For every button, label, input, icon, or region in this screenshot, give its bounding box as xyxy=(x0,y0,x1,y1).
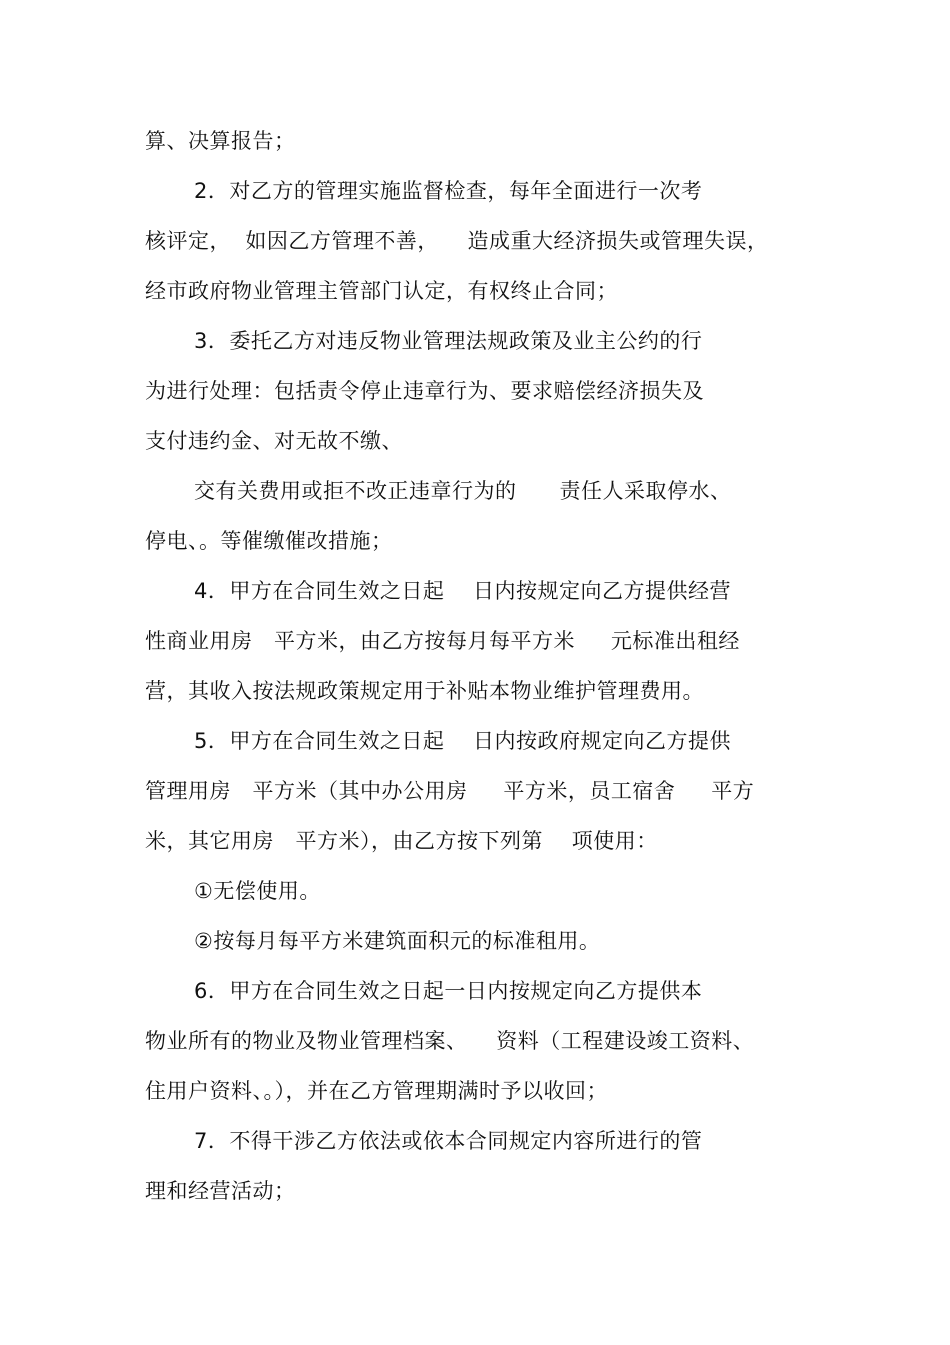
text-line: 3．委托乙方对违反物业管理法规政策及业主公约的行 xyxy=(194,329,703,353)
text-line: 5．甲方在合同生效之日起 日内按政府规定向乙方提供 xyxy=(194,729,732,753)
text-line: 经市政府物业管理主管部门认定，有权终止合同； xyxy=(145,279,618,303)
text-line: 性商业用房 平方米，由乙方按每月每平方米 元标准出租经 xyxy=(145,629,740,653)
text-line: 交有关费用或拒不改正违章行为的 责任人采取停水、 xyxy=(194,479,732,503)
text-line: ①无偿使用。 xyxy=(194,879,321,903)
text-line: 6．甲方在合同生效之日起一日内按规定向乙方提供本 xyxy=(194,979,703,1003)
text-line: 营，其收入按法规政策规定用于补贴本物业维护管理费用。 xyxy=(145,679,704,703)
text-line: 4．甲方在合同生效之日起 日内按规定向乙方提供经营 xyxy=(194,579,732,603)
text-line: 核评定， 如因乙方管理不善， 造成重大经济损失或管理失误， xyxy=(145,229,769,253)
text-line: 物业所有的物业及物业管理档案、 资料（工程建设竣工资料、 xyxy=(145,1029,755,1053)
text-line: 管理用房 平方米（其中办公用房 平方米，员工宿舍 平方 xyxy=(145,779,755,803)
text-line: 停电、。等催缴催改措施； xyxy=(145,529,393,553)
text-line: 7．不得干涉乙方依法或依本合同规定内容所进行的管 xyxy=(194,1129,703,1153)
text-line: 住用户资料、。），并在乙方管理期满时予以收回； xyxy=(145,1079,608,1103)
text-line: 理和经营活动； xyxy=(145,1179,296,1203)
text-line: 支付违约金、对无故不缴、 xyxy=(145,429,403,453)
text-line: ②按每月每平方米建筑面积元的标准租用。 xyxy=(194,929,601,953)
text-line: 米，其它用房 平方米），由乙方按下列第 项使用： xyxy=(145,829,658,853)
text-line: 算、决算报告； xyxy=(145,129,296,153)
text-line: 为进行处理：包括责令停止违章行为、要求赔偿经济损失及 xyxy=(145,379,704,403)
text-line: 2．对乙方的管理实施监督检查，每年全面进行一次考 xyxy=(194,179,703,203)
